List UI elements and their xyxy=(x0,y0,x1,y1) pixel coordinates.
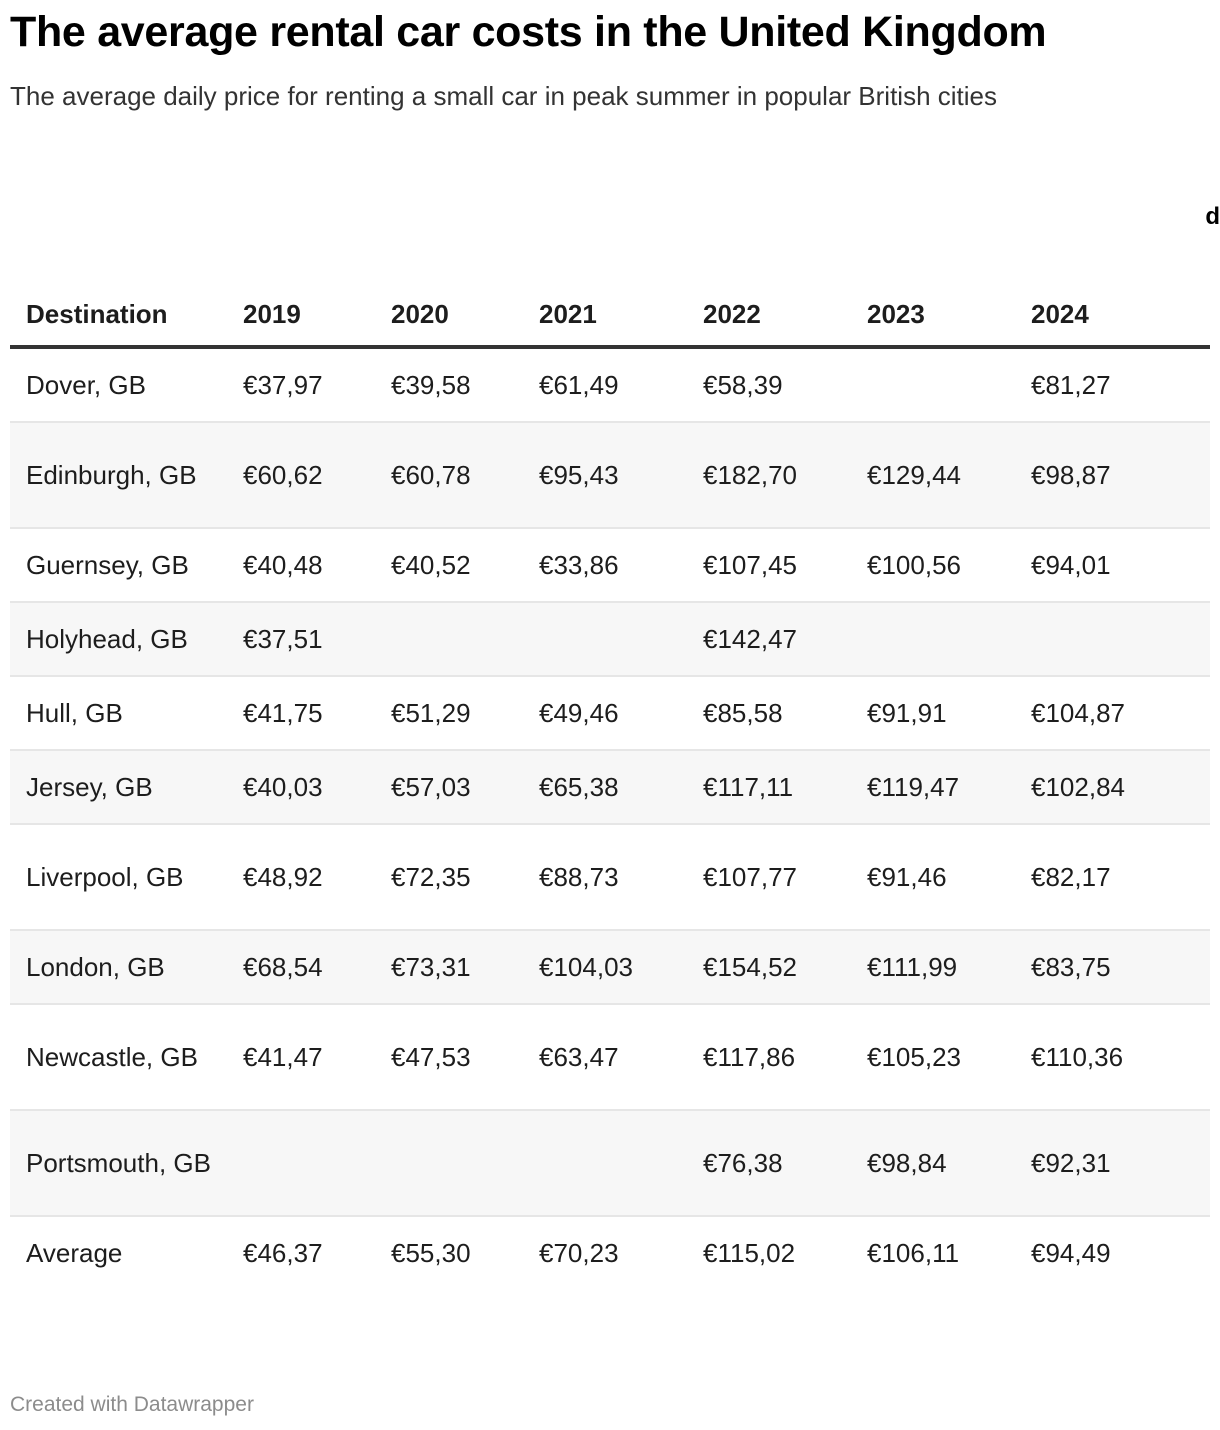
destination-cell: Average xyxy=(26,1238,123,1268)
chart-subtitle: The average daily price for renting a small car in peak summer in popular British cities xyxy=(10,81,997,111)
table-row xyxy=(10,528,1210,602)
price-cell: €40,03 xyxy=(227,750,375,824)
price-cell xyxy=(523,602,687,676)
price-cell: €37,51 xyxy=(227,602,375,676)
price-cell: €88,73 xyxy=(523,824,687,930)
destination-cell: Holyhead, GB xyxy=(10,602,227,676)
price-cell: €57,03 xyxy=(375,750,523,824)
price-cell: €98,84 xyxy=(851,1110,1015,1216)
column-header-2021: 2021 xyxy=(523,283,687,347)
column-header-2019: 2019 xyxy=(227,283,375,347)
table-row xyxy=(10,676,1210,750)
price-cell: €106,11 xyxy=(867,1238,960,1268)
price-cell: €182,70 xyxy=(687,422,851,528)
price-cell xyxy=(523,1110,687,1216)
table-body xyxy=(10,347,1210,1289)
column-header-2023: 2023 xyxy=(851,283,1015,347)
price-cell: €49,46 xyxy=(523,676,687,750)
price-cell: €65,38 xyxy=(523,750,687,824)
price-cell: €63,47 xyxy=(523,1004,687,1110)
price-cell: €55,30 xyxy=(391,1238,471,1268)
table-row xyxy=(10,1004,1210,1110)
table-row xyxy=(10,930,1210,1004)
column-header-2022: 2022 xyxy=(687,283,851,347)
column-header-destination: Destination xyxy=(10,283,227,347)
price-cell: €72,35 xyxy=(375,824,523,930)
price-cell: €46,37 xyxy=(243,1238,323,1268)
price-cell: €60,62 xyxy=(227,422,375,528)
price-cell: €40,52 xyxy=(375,528,523,602)
price-cell: €115,02 xyxy=(703,1238,796,1268)
price-cell: €85,58 xyxy=(687,676,851,750)
destination-cell: Newcastle, GB xyxy=(10,1004,227,1110)
table-row xyxy=(10,422,1210,528)
destination-cell: Edinburgh, GB xyxy=(10,422,227,528)
price-cell: €129,44 xyxy=(851,422,1015,528)
price-cell xyxy=(375,1110,523,1216)
price-cell: €98,87 xyxy=(1015,422,1210,528)
price-cell: €117,86 xyxy=(687,1004,851,1110)
price-cell: €110,36 xyxy=(1015,1004,1210,1110)
price-cell: €142,47 xyxy=(687,602,851,676)
price-cell: €33,86 xyxy=(523,528,687,602)
price-cell: €107,77 xyxy=(687,824,851,930)
price-cell: €100,56 xyxy=(851,528,1015,602)
table-row xyxy=(10,347,1210,422)
price-cell: €37,97 xyxy=(227,347,375,422)
table-header-row xyxy=(10,283,1210,347)
destination-cell: Portsmouth, GB xyxy=(10,1110,227,1216)
column-header-2024: 2024 xyxy=(1015,283,1210,347)
rental-price-table xyxy=(10,283,1210,1289)
destination-cell: Hull, GB xyxy=(10,676,227,750)
price-cell: €76,38 xyxy=(687,1110,851,1216)
price-cell: €70,23 xyxy=(539,1238,619,1268)
price-cell: €107,45 xyxy=(687,528,851,602)
price-cell xyxy=(1015,602,1210,676)
price-cell: €154,52 xyxy=(687,930,851,1004)
price-cell: €40,48 xyxy=(227,528,375,602)
table-row xyxy=(10,602,1210,676)
chart-title: The average rental car costs in the United Kingdom xyxy=(10,8,1047,56)
destination-cell: Guernsey, GB xyxy=(10,528,227,602)
table-row xyxy=(10,750,1210,824)
price-cell: €105,23 xyxy=(851,1004,1015,1110)
price-cell: €94,49 xyxy=(1031,1238,1111,1268)
price-cell: €102,84 xyxy=(1015,750,1210,824)
price-cell: €82,17 xyxy=(1015,824,1210,930)
price-cell: €73,31 xyxy=(375,930,523,1004)
destination-cell: London, GB xyxy=(10,930,227,1004)
table-row xyxy=(10,824,1210,930)
price-cell: €68,54 xyxy=(227,930,375,1004)
price-cell: €47,53 xyxy=(375,1004,523,1110)
price-cell: €58,39 xyxy=(687,347,851,422)
price-cell: €117,11 xyxy=(687,750,851,824)
datawrapper-credit: Created with Datawrapper xyxy=(10,1393,254,1416)
clipped-header-text: d xyxy=(1205,203,1220,230)
price-cell: €104,87 xyxy=(1015,676,1210,750)
price-cell: €81,27 xyxy=(1015,347,1210,422)
destination-cell: Jersey, GB xyxy=(10,750,227,824)
price-cell: €92,31 xyxy=(1015,1110,1210,1216)
price-cell: €83,75 xyxy=(1015,930,1210,1004)
destination-cell: Liverpool, GB xyxy=(10,824,227,930)
column-header-2020: 2020 xyxy=(375,283,523,347)
price-cell: €60,78 xyxy=(375,422,523,528)
price-cell: €41,47 xyxy=(227,1004,375,1110)
price-cell: €48,92 xyxy=(227,824,375,930)
price-cell: €119,47 xyxy=(851,750,1015,824)
price-cell: €94,01 xyxy=(1015,528,1210,602)
price-cell: €91,91 xyxy=(851,676,1015,750)
price-cell: €91,46 xyxy=(851,824,1015,930)
price-cell xyxy=(851,347,1015,422)
price-cell: €104,03 xyxy=(523,930,687,1004)
price-cell: €95,43 xyxy=(523,422,687,528)
price-cell: €111,99 xyxy=(851,930,1015,1004)
price-cell xyxy=(375,602,523,676)
destination-cell: Dover, GB xyxy=(10,347,227,422)
price-cell xyxy=(227,1110,375,1216)
price-cell: €51,29 xyxy=(375,676,523,750)
price-cell xyxy=(851,602,1015,676)
table-row xyxy=(10,1110,1210,1216)
price-cell: €41,75 xyxy=(227,676,375,750)
price-cell: €39,58 xyxy=(375,347,523,422)
table-row xyxy=(10,1216,1210,1289)
price-cell: €61,49 xyxy=(523,347,687,422)
